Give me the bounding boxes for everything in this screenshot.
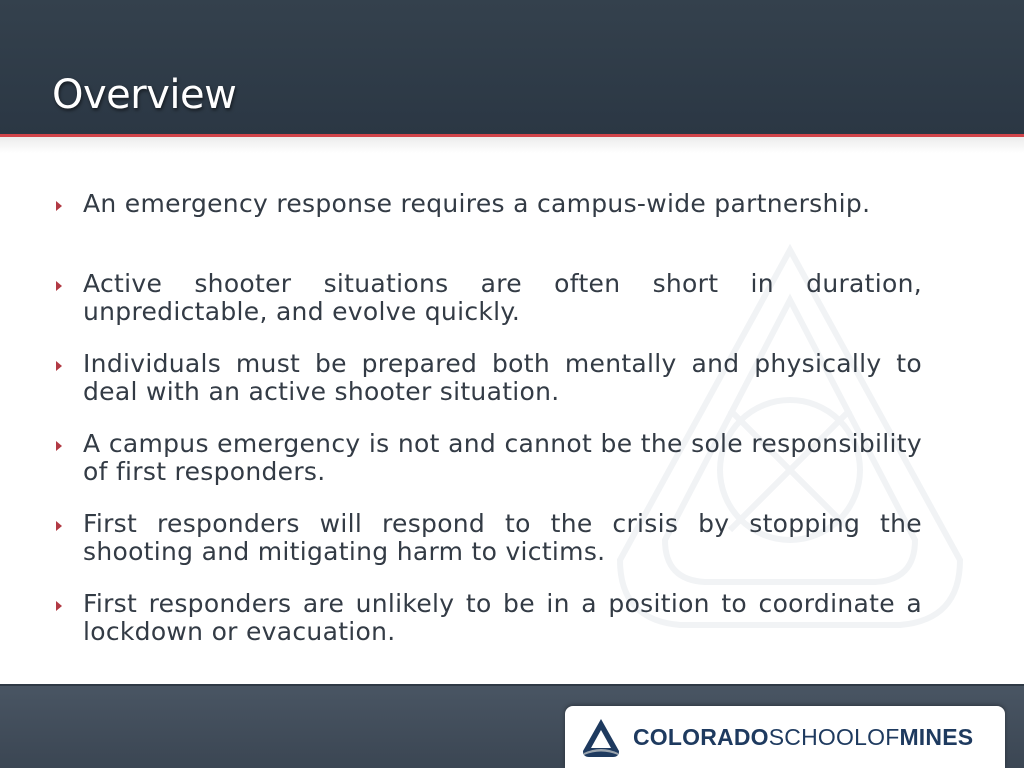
bullet-item (56, 350, 922, 406)
bullet-text: An emergency response requires a campus-wide partnership. (83, 189, 871, 218)
mines-wordmark (633, 724, 973, 750)
triangle-right-icon (56, 361, 62, 371)
bullet-item (56, 510, 922, 566)
wordmark-mines: MINES (899, 724, 974, 750)
triangle-right-icon (56, 201, 62, 211)
bullet-text: A campus emergency is not and cannot be the sole responsibility of first responders. (83, 429, 922, 486)
triangle-right-icon (56, 441, 62, 451)
mines-logo (565, 706, 1005, 768)
bullet-text: First responders are unlikely to be in a position to coordinate a lockdown or evacuation. (83, 589, 922, 646)
bullet-text: First responders will respond to the crisis by stopping the shooting and mitigating harm to victims. (83, 509, 922, 566)
mines-triangle-logo-icon (581, 717, 621, 759)
wordmark-colorado: COLORADO (633, 724, 769, 750)
bullet-item (56, 190, 922, 218)
bullet-item (56, 430, 922, 486)
triangle-right-icon (56, 281, 62, 291)
bullet-text: Active shooter situations are often short in duration, unpredictable, and evolve quickly. (83, 269, 922, 326)
triangle-right-icon (56, 601, 62, 611)
bullet-item (56, 270, 922, 326)
wordmark-school-of: SCHOOLOF (768, 724, 900, 750)
bullet-text: Individuals must be prepared both mentally and physically to deal with an active shooter situation. (83, 349, 922, 406)
slide-title: Overview (52, 72, 237, 118)
bullet-item (56, 590, 922, 646)
triangle-right-icon (56, 521, 62, 531)
